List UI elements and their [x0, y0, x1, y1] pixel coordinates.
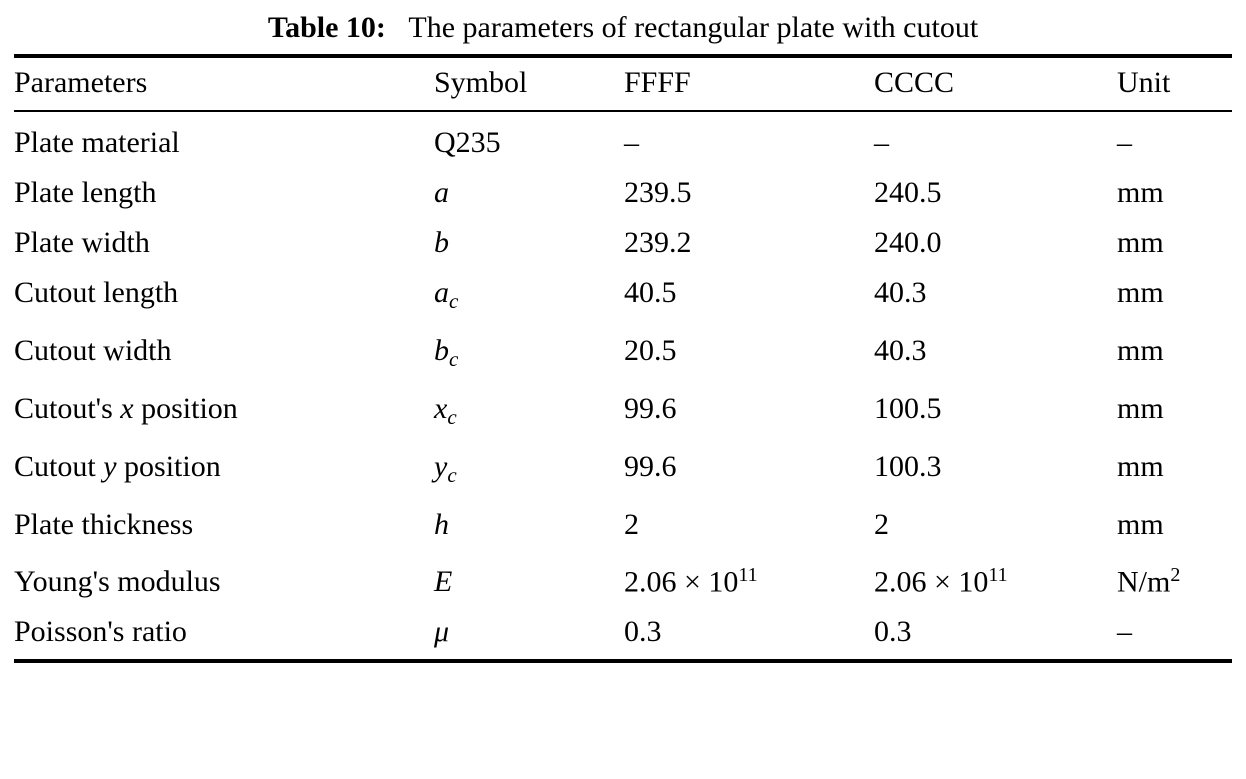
cell-ffff: 20.5 — [624, 333, 677, 367]
table-row — [14, 326, 1232, 384]
table-row — [14, 384, 1232, 442]
table-header-row — [14, 56, 1232, 111]
table-row — [14, 268, 1232, 326]
cell-symbol: μ — [434, 614, 450, 648]
bottom-rule — [14, 661, 1232, 669]
cell-symbol: $b_c$ — [434, 333, 459, 371]
cell-unit: mm — [1117, 226, 1164, 259]
cell-ffff: 99.6 — [624, 391, 677, 425]
column-header-parameters: Parameters — [14, 56, 434, 111]
cell-cccc: – — [874, 111, 1117, 168]
table-row — [14, 500, 1232, 550]
cell-ffff: 239.5 — [624, 176, 692, 209]
cell-unit: mm — [1117, 176, 1164, 209]
table-caption-label: Table 10: — [267, 11, 386, 44]
table-row — [14, 218, 1232, 268]
table-caption — [14, 8, 1232, 48]
cell-unit: mm — [1117, 391, 1164, 425]
table-row — [14, 168, 1232, 218]
cell-parameter: Plate material — [14, 111, 434, 168]
cell-ffff: $2.06 \times 10^{11}$ — [624, 563, 758, 598]
cell-unit: – — [1117, 111, 1232, 168]
cell-unit: mm — [1117, 449, 1164, 483]
cell-symbol: Q235 — [434, 111, 624, 168]
cell-symbol: $a_c$ — [434, 276, 459, 313]
table-caption-text: The parameters of rectangular plate with cutout — [408, 11, 979, 44]
parameters-table — [14, 54, 1232, 669]
cell-unit: $N/m^2$ — [1117, 563, 1181, 598]
cell-parameter: Plate thickness — [14, 507, 194, 541]
cell-unit: mm — [1117, 276, 1164, 309]
cell-ffff: 40.5 — [624, 276, 677, 309]
cell-cccc: 40.3 — [874, 276, 927, 309]
column-header-symbol: Symbol — [434, 56, 624, 111]
cell-ffff: 0.3 — [624, 614, 662, 648]
cell-ffff: – — [624, 111, 874, 168]
cell-ffff: 99.6 — [624, 449, 677, 483]
cell-unit: mm — [1117, 333, 1164, 367]
cell-ffff: 2 — [624, 507, 639, 541]
cell-cccc: 100.3 — [874, 449, 942, 483]
cell-cccc: $2.06 \times 10^{11}$ — [874, 563, 1008, 598]
table-header — [14, 56, 1232, 111]
cell-cccc: 240.5 — [874, 176, 942, 209]
cell-cccc: 240.0 — [874, 226, 942, 259]
cell-parameter: Cutout width — [14, 333, 172, 367]
cell-cccc: 100.5 — [874, 391, 942, 425]
cell-ffff: 239.2 — [624, 226, 692, 259]
cell-symbol: $x_c$ — [434, 391, 457, 429]
cell-parameter: Cutout y position — [14, 449, 221, 483]
cell-cccc: 0.3 — [874, 614, 912, 648]
table-row — [14, 111, 1232, 168]
cell-parameter: Plate width — [14, 226, 150, 259]
table-body — [14, 111, 1232, 661]
table-row — [14, 550, 1232, 607]
cell-cccc: 2 — [874, 507, 889, 541]
column-header-ffff: FFFF — [624, 56, 874, 111]
cell-unit: – — [1117, 614, 1132, 648]
cell-parameter: Cutout's x position — [14, 391, 238, 425]
cell-parameter: Plate length — [14, 176, 157, 209]
column-header-unit: Unit — [1117, 56, 1232, 111]
cell-parameter: Poisson's ratio — [14, 614, 187, 648]
cell-symbol: $y_c$ — [434, 449, 457, 487]
table-row — [14, 607, 1232, 661]
cell-cccc: 40.3 — [874, 333, 927, 367]
cell-parameter: Young's modulus — [14, 564, 221, 598]
table-row — [14, 442, 1232, 500]
cell-symbol: h — [434, 507, 449, 541]
cell-parameter: Cutout length — [14, 276, 179, 309]
cell-symbol: a — [434, 176, 449, 209]
cell-symbol: b — [434, 226, 449, 259]
column-header-cccc: CCCC — [874, 56, 1117, 111]
cell-unit: mm — [1117, 507, 1164, 541]
cell-symbol: E — [434, 564, 453, 598]
table-footer-rule — [14, 661, 1232, 669]
